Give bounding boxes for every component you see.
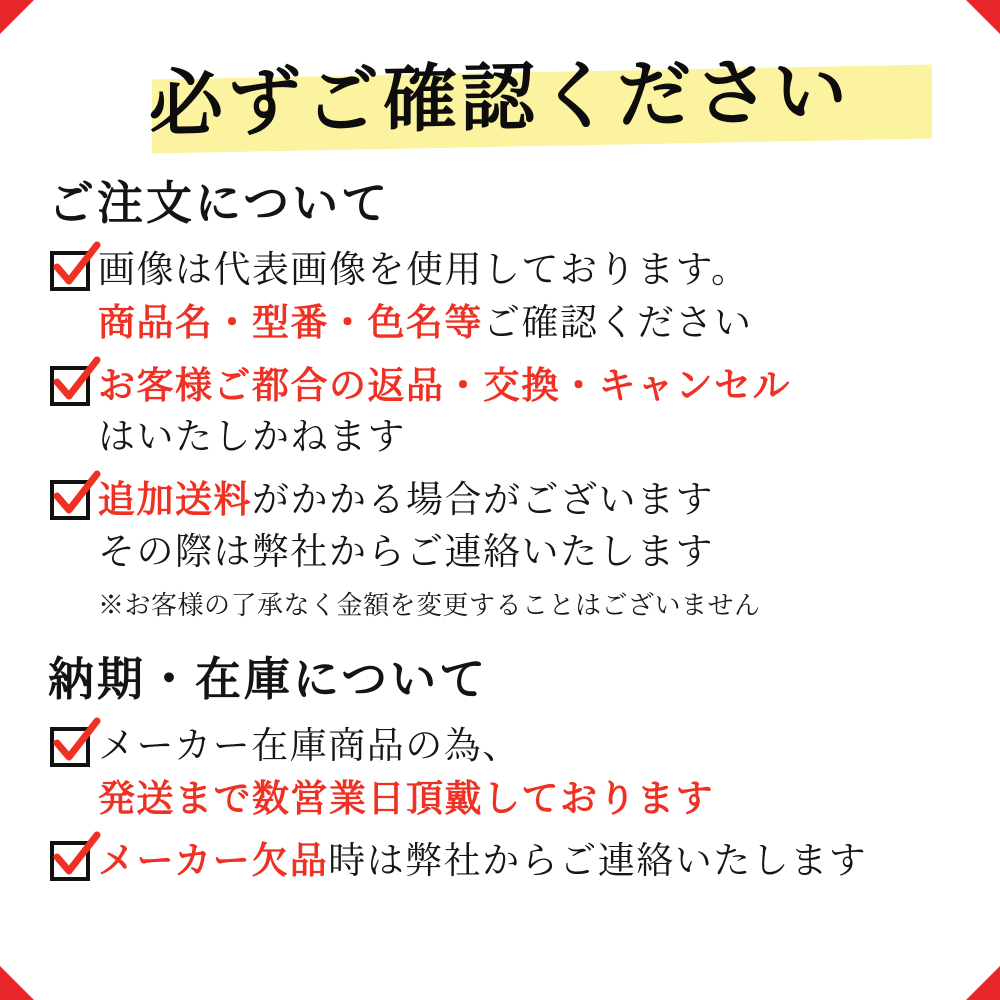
list-item-note: ※お客様の了承なく金額を変更することはございません (98, 591, 761, 621)
checkbox-checked-icon (50, 727, 90, 767)
list-item (50, 720, 960, 824)
page-title (40, 46, 960, 158)
corner-decoration-bottom-right (966, 966, 1000, 1000)
list-item-text (98, 359, 960, 463)
checkbox-checked-icon (50, 480, 90, 520)
list-item (50, 473, 960, 578)
emphasis-text: メーカー欠品 (98, 838, 329, 882)
section-heading-order: ご注文について (48, 176, 391, 230)
page-title-text: 必ずご確認ください (149, 48, 851, 148)
emphasis-text: 追加送料 (98, 477, 252, 521)
list-item-line (98, 473, 960, 526)
list-item-line (98, 834, 960, 887)
list-item-line: その際は弊社からご連絡いたします (98, 530, 714, 573)
list-item-text (98, 473, 960, 578)
emphasis-text: 商品名・型番・色名等 (98, 300, 483, 344)
checkbox-checked-icon (50, 251, 90, 291)
list-item-line-tail: がかかる場合がございます (252, 478, 714, 521)
checkbox-checked-icon (50, 366, 90, 406)
list-item (50, 834, 960, 887)
list-item-line-tail: ご確認ください (483, 301, 753, 344)
corner-decoration-bottom-left (0, 966, 34, 1000)
list-item-line: 画像は代表画像を使用しております。 (98, 248, 750, 291)
checkbox-checked-icon (50, 841, 90, 881)
list-item (50, 359, 960, 463)
list-item-line: お客様ご都合の返品・交換・キャンセル (98, 363, 791, 407)
list-item-line (98, 296, 960, 349)
list-item-text (98, 244, 960, 349)
list-item-text (98, 720, 960, 824)
list-item-line: はいたしかねます (98, 415, 406, 458)
list-item-text (98, 834, 960, 887)
corner-decoration-top-right (966, 0, 1000, 34)
list-item-line: 発送まで数営業日頂戴しております (98, 776, 714, 820)
list-item-line-tail: 時は弊社からご連絡いたします (328, 839, 868, 882)
section-heading-delivery: 納期・在庫について (48, 652, 489, 706)
list-item (50, 244, 960, 349)
list-item-line: メーカー在庫商品の為、 (98, 724, 521, 767)
corner-decoration-top-left (0, 0, 34, 34)
